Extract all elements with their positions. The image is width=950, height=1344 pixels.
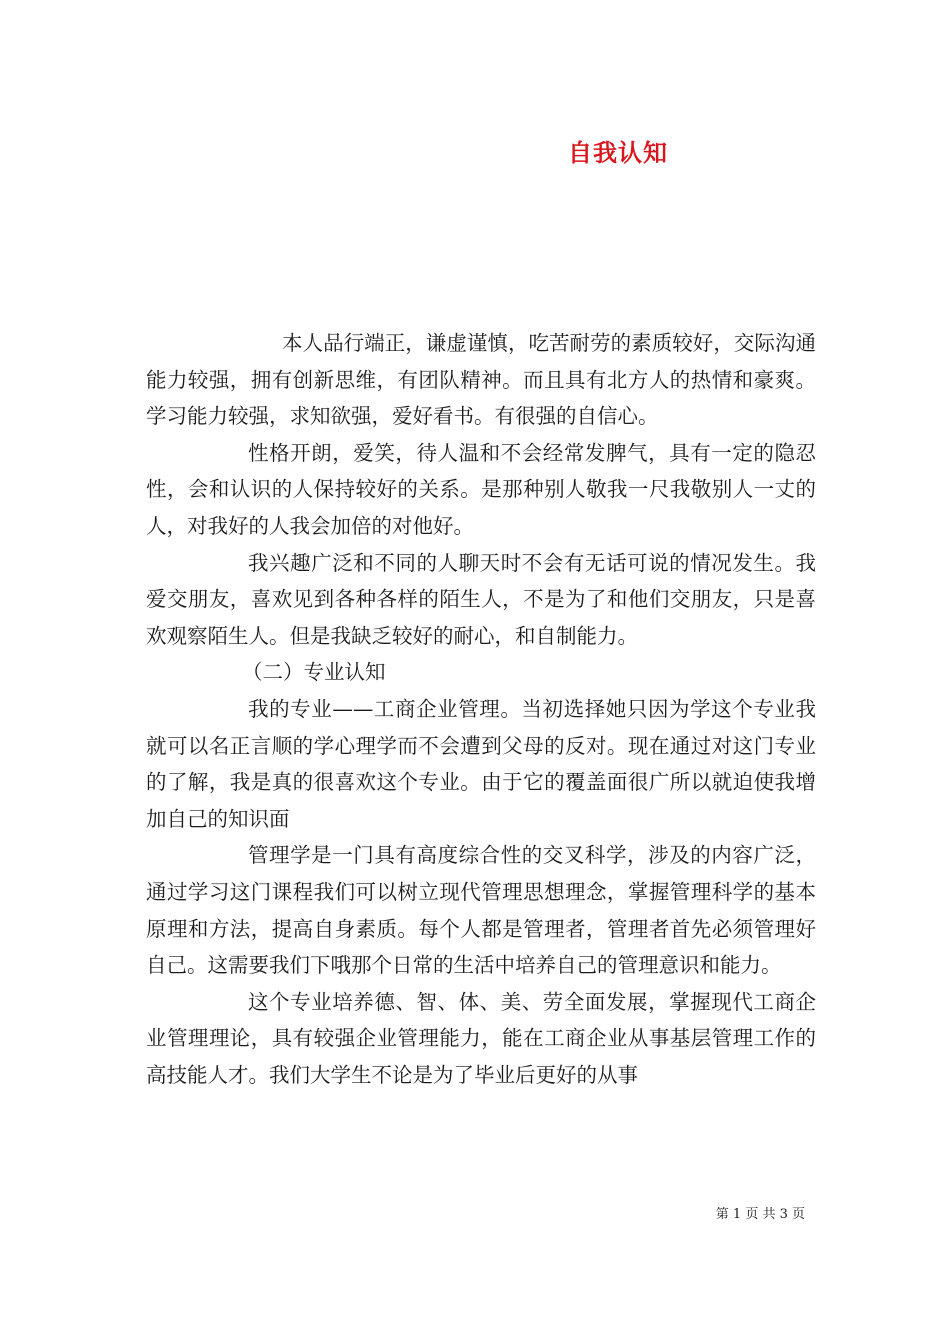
paragraph-personality: 性格开朗，爱笑，待人温和不会经常发脾气，具有一定的隐忍性，会和认识的人保持较好的关系。是那种别人敬我一尺我敬别人一丈的人，对我好的人我会加倍的对他好。 [146, 440, 816, 538]
paragraph-self-intro: 本人品行端正，谦虚谨慎，吃苦耐劳的素质较好，交际沟通能力较强，拥有创新思维，有团队精神。而且具有北方人的热情和豪爽。学习能力较强，求知欲强，爱好看书。有很强的自信心。 [146, 331, 816, 429]
paragraph-major-intro: 我的专业——工商企业管理。当初选择她只因为学这个专业我就可以名正言顺的学心理学而不会遭到父母的反对。现在通过对这门专业的了解，我是真的很喜欢这个专业。由于它的覆盖面很广所以就迫使我增加自己的知识面 [146, 696, 816, 831]
section-heading-major: （二）专业认知 [242, 660, 386, 685]
document-body [146, 325, 816, 1093]
paragraph-management-science: 管理学是一门具有高度综合性的交叉科学，涉及的内容广泛，通过学习这门课程我们可以树立现代管理思想理念，掌握管理科学的基本原理和方法，提高自身素质。每个人都是管理者，管理者首先必须管理好自己。这需要我们下哦那个日常的生活中培养自己的管理意识和能力。 [146, 843, 816, 978]
paragraph-interests: 我兴趣广泛和不同的人聊天时不会有无话可说的情况发生。我爱交朋友，喜欢见到各种各样的陌生人，不是为了和他们交朋友，只是喜欢观察陌生人。但是我缺乏较好的耐心，和自制能力。 [146, 550, 816, 648]
page-number-footer: 第 1 页 共 3 页 [715, 1207, 805, 1222]
paragraph-major-goals: 这个专业培养德、智、体、美、劳全面发展，掌握现代工商企业管理理论，具有较强企业管理能力，能在工商企业从事基层管理工作的高技能人才。我们大学生不论是为了毕业后更好的从事 [146, 989, 816, 1087]
document-title: 自我认知 [568, 139, 668, 167]
